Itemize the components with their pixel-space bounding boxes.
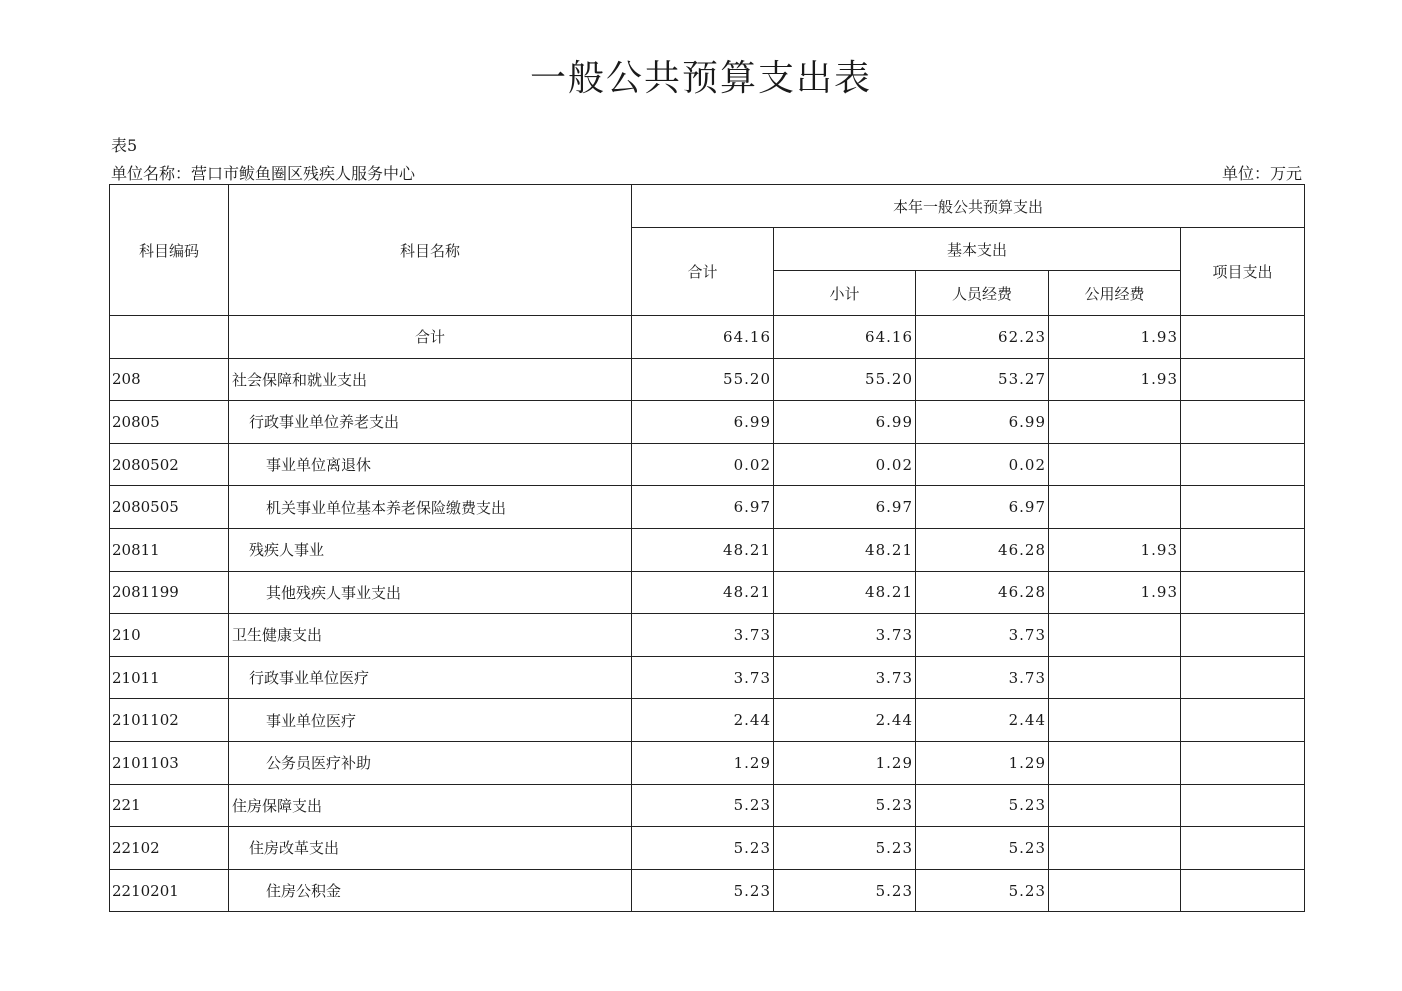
row-public: 1.93 — [1049, 528, 1181, 571]
header-subtotal: 小计 — [774, 271, 916, 316]
row-project — [1181, 401, 1305, 444]
total-subtotal: 64.16 — [774, 316, 916, 359]
row-code: 20811 — [110, 528, 229, 571]
total-label: 合计 — [229, 316, 632, 359]
page-title: 一般公共预算支出表 — [529, 58, 872, 99]
row-project — [1181, 614, 1305, 657]
table-row — [110, 401, 1305, 444]
table-row — [110, 486, 1305, 529]
row-code: 22102 — [110, 827, 229, 870]
row-project — [1181, 443, 1305, 486]
row-personnel: 46.28 — [916, 571, 1049, 614]
row-name: 残疾人事业 — [229, 528, 632, 571]
row-code: 2101102 — [110, 699, 229, 742]
row-total: 0.02 — [632, 443, 774, 486]
table-row — [110, 784, 1305, 827]
row-project — [1181, 699, 1305, 742]
row-total: 48.21 — [632, 571, 774, 614]
row-name: 住房公积金 — [229, 869, 632, 912]
row-personnel: 0.02 — [916, 443, 1049, 486]
row-public — [1049, 614, 1181, 657]
total-project — [1181, 316, 1305, 359]
total-public: 1.93 — [1049, 316, 1181, 359]
row-public — [1049, 869, 1181, 912]
table-row — [110, 571, 1305, 614]
row-name: 事业单位离退休 — [229, 443, 632, 486]
row-code: 208 — [110, 358, 229, 401]
row-subtotal: 5.23 — [774, 827, 916, 870]
row-total: 5.23 — [632, 784, 774, 827]
row-public — [1049, 827, 1181, 870]
row-code: 20805 — [110, 401, 229, 444]
row-personnel: 5.23 — [916, 784, 1049, 827]
row-code: 2101103 — [110, 741, 229, 784]
row-name: 住房保障支出 — [229, 784, 632, 827]
table-row — [110, 869, 1305, 912]
row-total: 1.29 — [632, 741, 774, 784]
total-total: 64.16 — [632, 316, 774, 359]
header-basic: 基本支出 — [774, 228, 1181, 271]
row-total: 3.73 — [632, 656, 774, 699]
row-subtotal: 0.02 — [774, 443, 916, 486]
total-code-cell — [110, 316, 229, 359]
table-row — [110, 656, 1305, 699]
row-personnel: 3.73 — [916, 656, 1049, 699]
row-total: 5.23 — [632, 869, 774, 912]
row-subtotal: 48.21 — [774, 571, 916, 614]
row-name: 其他残疾人事业支出 — [229, 571, 632, 614]
row-personnel: 5.23 — [916, 827, 1049, 870]
row-total: 55.20 — [632, 358, 774, 401]
row-personnel: 5.23 — [916, 869, 1049, 912]
row-subtotal: 1.29 — [774, 741, 916, 784]
row-total: 3.73 — [632, 614, 774, 657]
table-row — [110, 443, 1305, 486]
row-project — [1181, 741, 1305, 784]
header-public: 公用经费 — [1049, 271, 1181, 316]
row-personnel: 53.27 — [916, 358, 1049, 401]
row-name: 机关事业单位基本养老保险缴费支出 — [229, 486, 632, 529]
row-name: 行政事业单位养老支出 — [229, 401, 632, 444]
row-subtotal: 2.44 — [774, 699, 916, 742]
row-personnel: 1.29 — [916, 741, 1049, 784]
table-row — [110, 614, 1305, 657]
row-project — [1181, 656, 1305, 699]
row-public — [1049, 784, 1181, 827]
row-personnel: 46.28 — [916, 528, 1049, 571]
row-code: 210 — [110, 614, 229, 657]
table-row — [110, 827, 1305, 870]
header-project: 项目支出 — [1181, 228, 1305, 316]
row-name: 住房改革支出 — [229, 827, 632, 870]
row-subtotal: 6.97 — [774, 486, 916, 529]
row-subtotal: 5.23 — [774, 869, 916, 912]
table-row — [110, 699, 1305, 742]
row-name: 社会保障和就业支出 — [229, 358, 632, 401]
total-row — [110, 316, 1305, 359]
row-public — [1049, 656, 1181, 699]
header-name: 科目名称 — [229, 185, 632, 316]
row-total: 2.44 — [632, 699, 774, 742]
row-subtotal: 5.23 — [774, 784, 916, 827]
row-name: 事业单位医疗 — [229, 699, 632, 742]
row-personnel: 3.73 — [916, 614, 1049, 657]
row-project — [1181, 784, 1305, 827]
table-row — [110, 528, 1305, 571]
row-subtotal: 3.73 — [774, 614, 916, 657]
row-personnel: 6.99 — [916, 401, 1049, 444]
row-total: 6.97 — [632, 486, 774, 529]
row-subtotal: 55.20 — [774, 358, 916, 401]
row-public — [1049, 486, 1181, 529]
row-name: 行政事业单位医疗 — [229, 656, 632, 699]
row-public — [1049, 443, 1181, 486]
unit-name: 单位名称：营口市鲅鱼圈区残疾人服务中心 — [111, 164, 416, 183]
row-total: 5.23 — [632, 827, 774, 870]
row-personnel: 2.44 — [916, 699, 1049, 742]
total-personnel: 62.23 — [916, 316, 1049, 359]
row-project — [1181, 486, 1305, 529]
row-code: 221 — [110, 784, 229, 827]
row-public — [1049, 699, 1181, 742]
row-project — [1181, 528, 1305, 571]
header-group: 本年一般公共预算支出 — [632, 185, 1305, 228]
row-project — [1181, 571, 1305, 614]
header-personnel: 人员经费 — [916, 271, 1049, 316]
row-name: 公务员医疗补助 — [229, 741, 632, 784]
row-public — [1049, 741, 1181, 784]
row-subtotal: 3.73 — [774, 656, 916, 699]
form-number: 表5 — [111, 136, 138, 155]
row-public: 1.93 — [1049, 358, 1181, 401]
row-subtotal: 48.21 — [774, 528, 916, 571]
row-code: 2080502 — [110, 443, 229, 486]
budget-table — [109, 184, 1305, 912]
header-code: 科目编码 — [110, 185, 229, 316]
row-subtotal: 6.99 — [774, 401, 916, 444]
row-public: 1.93 — [1049, 571, 1181, 614]
header-total: 合计 — [632, 228, 774, 316]
row-public — [1049, 401, 1181, 444]
row-project — [1181, 358, 1305, 401]
row-code: 21011 — [110, 656, 229, 699]
row-project — [1181, 869, 1305, 912]
table-row — [110, 741, 1305, 784]
currency-unit: 单位：万元 — [1221, 164, 1302, 183]
row-code: 2081199 — [110, 571, 229, 614]
row-project — [1181, 827, 1305, 870]
row-name: 卫生健康支出 — [229, 614, 632, 657]
table-row — [110, 358, 1305, 401]
row-total: 6.99 — [632, 401, 774, 444]
row-code: 2210201 — [110, 869, 229, 912]
row-personnel: 6.97 — [916, 486, 1049, 529]
row-code: 2080505 — [110, 486, 229, 529]
row-total: 48.21 — [632, 528, 774, 571]
